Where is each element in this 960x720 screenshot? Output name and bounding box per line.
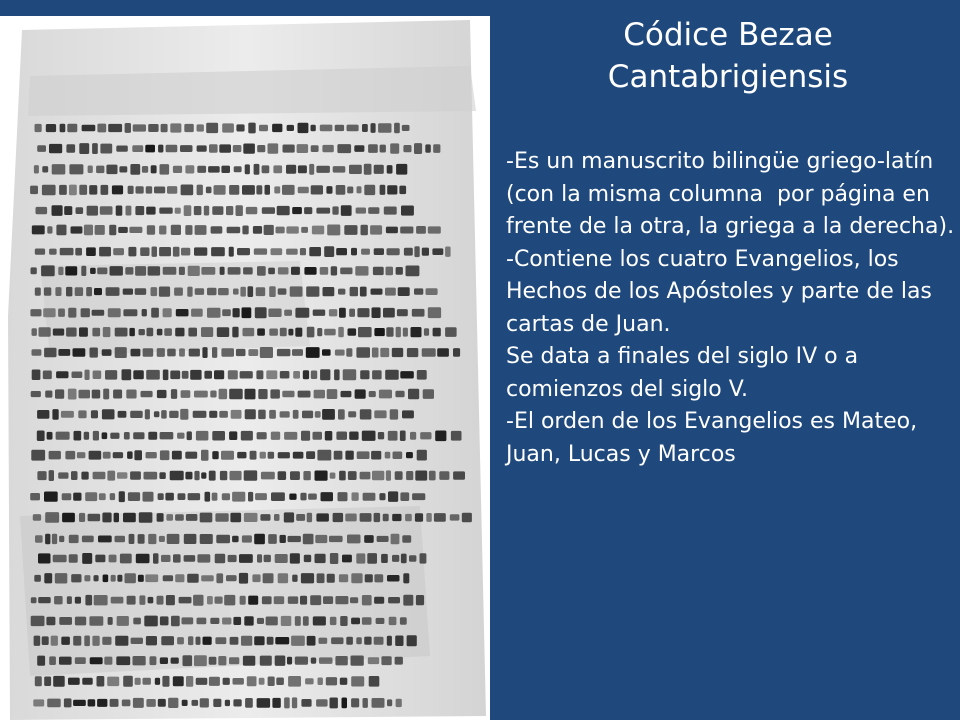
- manuscript-photo: [0, 16, 490, 720]
- paragraph-bilingual: -Es un manuscrito bilingüe griego-latín (con la misma columna por página en frente de la otra, la griega a la derecha).: [506, 149, 955, 239]
- slide-title-line-2: Cantabrigiensis: [607, 59, 849, 95]
- slide-title-line-1: Códice Bezae: [623, 17, 833, 53]
- paragraph-contents: -Contiene los cuatro Evangelios, los Hechos de los Apóstoles y parte de las cartas de Juan.: [506, 246, 939, 337]
- manuscript-line: [32, 327, 457, 338]
- text-panel: [490, 0, 960, 720]
- paragraph-dating: Se data a finales del siglo IV o a comienzos del siglo V.: [506, 344, 866, 402]
- manuscript-text-lines: [30, 123, 472, 709]
- paragraph-gospel-order: -El orden de los Evangelios es Mateo, Juan, Lucas y Marcos: [506, 409, 925, 467]
- slide-body: [506, 146, 956, 471]
- slide-title: [490, 14, 960, 98]
- manuscript-line: [31, 595, 424, 606]
- manuscript-image: [0, 16, 490, 720]
